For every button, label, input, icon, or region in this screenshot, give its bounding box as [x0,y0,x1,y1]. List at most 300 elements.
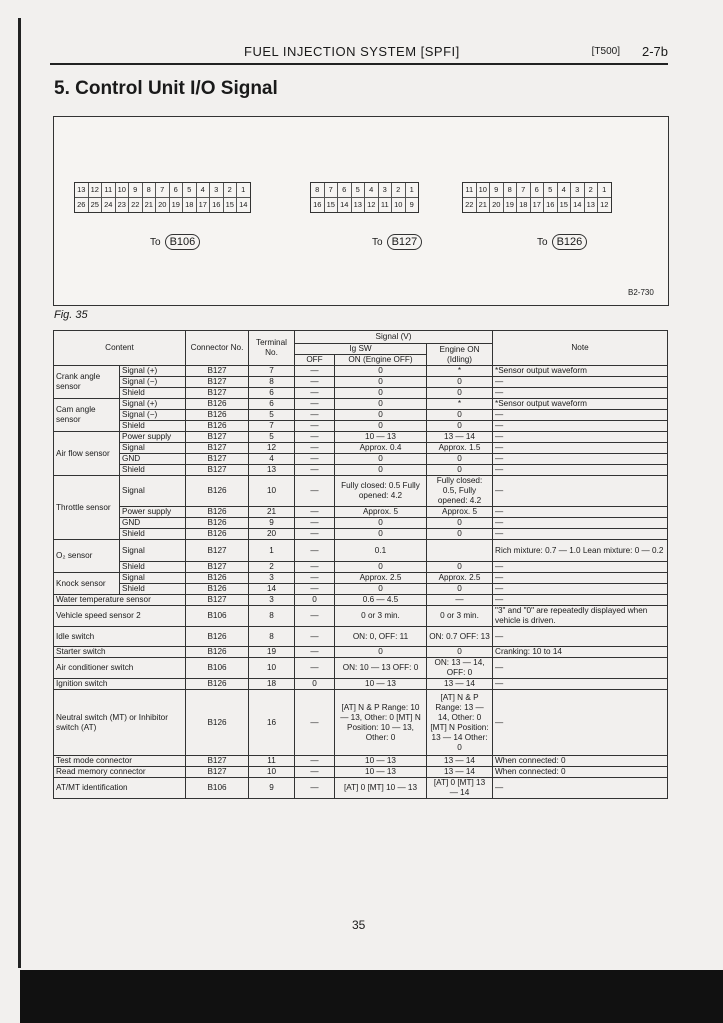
pin-label: 17 [197,198,211,212]
terminal-cell: 6 [249,399,295,410]
pin-label: 11 [379,198,393,212]
pin-label: 20 [156,198,170,212]
connector-cell: B127 [186,595,249,606]
content-cell: AT/MT identification [54,778,186,799]
engine-on-cell: 0 [427,454,493,465]
note-cell: When connected: 0 [493,756,668,767]
col-header-terminal: Terminal No. [249,331,295,366]
engine-on-cell: 13 — 14 [427,679,493,690]
pin-label: 1 [598,183,611,198]
content-cell: Vehicle speed sensor 2 [54,606,186,627]
table-row [54,399,668,410]
col-header-signal: Signal (V) [295,331,493,344]
terminal-cell: 7 [249,421,295,432]
terminal-cell: 3 [249,595,295,606]
content-sub-cell: Signal (−) [120,377,186,388]
off-cell: — [295,518,335,529]
table-row [54,377,668,388]
terminal-cell: 14 [249,584,295,595]
on-engine-off-cell: 0 [335,454,427,465]
note-cell: — [493,778,668,799]
pin-label: 14 [571,198,585,212]
pin-label: 10 [392,198,406,212]
off-cell: — [295,562,335,573]
pin-label: 13 [352,198,366,212]
connector-cell: B127 [186,432,249,443]
terminal-cell: 10 [249,658,295,679]
note-cell: *Sensor output waveform [493,399,668,410]
pin-label: 10 [477,183,491,198]
on-engine-off-cell: 0 [335,518,427,529]
content-cell: Test mode connector [54,756,186,767]
table-row [54,573,668,584]
on-engine-off-cell: 0 or 3 min. [335,606,427,627]
pin-label: 18 [183,198,197,212]
connector-cell: B127 [186,377,249,388]
terminal-cell: 20 [249,529,295,540]
pin-label: 22 [129,198,143,212]
on-engine-off-cell: 0 [335,465,427,476]
table-row [54,627,668,647]
connector-cell: B127 [186,388,249,399]
on-engine-off-cell: 10 — 13 [335,679,427,690]
pin-label: 7 [517,183,531,198]
table-row [54,767,668,778]
pin-label: 13 [75,183,89,198]
table-row [54,595,668,606]
content-sub-cell: Signal [120,540,186,562]
connector-cell: B127 [186,767,249,778]
engine-on-cell: 0 or 3 min. [427,606,493,627]
pin-label: 10 [116,183,130,198]
note-cell: — [493,679,668,690]
terminal-cell: 5 [249,432,295,443]
content-sub-cell: Power supply [120,507,186,518]
table-row [54,584,668,595]
pin-label: 6 [338,183,352,198]
off-cell: — [295,377,335,388]
pin-label: 3 [571,183,585,198]
pin-label: 5 [544,183,558,198]
off-cell: — [295,767,335,778]
connector-b127 [310,182,419,213]
engine-on-cell: 0 [427,518,493,529]
off-cell: — [295,366,335,377]
on-engine-off-cell: 0 [335,399,427,410]
note-cell: — [493,432,668,443]
table-row [54,540,668,562]
off-cell: — [295,454,335,465]
content-sub-cell: Power supply [120,432,186,443]
note-cell: — [493,690,668,756]
page-header [54,42,668,62]
note-cell: Cranking: 10 to 14 [493,647,668,658]
connector-label [150,234,200,250]
off-cell: — [295,658,335,679]
pin-label: 2 [224,183,238,198]
pin-label: 16 [210,198,224,212]
note-cell: — [493,410,668,421]
connector-name: B126 [552,234,588,250]
off-cell: — [295,778,335,799]
engine-on-cell: 0 [427,410,493,421]
pin-label: 15 [325,198,339,212]
terminal-cell: 8 [249,627,295,647]
pin-label: 21 [143,198,157,212]
pin-label: 24 [102,198,116,212]
col-header-engine-on: Engine ON (Idling) [427,344,493,366]
table-row [54,690,668,756]
off-cell: — [295,529,335,540]
content-cell: Ignition switch [54,679,186,690]
note-cell: *Sensor output waveform [493,366,668,377]
pin-label: 16 [311,198,325,212]
on-engine-off-cell: Approx. 0.4 [335,443,427,454]
pin-label: 12 [600,200,609,209]
pin-label: 2 [585,183,599,198]
off-cell: — [295,465,335,476]
on-engine-off-cell: 0.6 — 4.5 [335,595,427,606]
note-cell: Rich mixture: 0.7 — 1.0 Lean mixture: 0 — 0.2 [493,540,668,562]
engine-on-cell: 0 [427,584,493,595]
content-sub-cell: Shield [120,465,186,476]
col-header-off: OFF [295,355,335,366]
header-rule [50,63,668,65]
on-engine-off-cell: 0 [335,388,427,399]
terminal-cell: 21 [249,507,295,518]
pin-label: 8 [504,183,518,198]
pin-label: 9 [129,183,143,198]
connector-cell: B127 [186,366,249,377]
table-row [54,421,668,432]
note-cell: — [493,377,668,388]
table-row [54,432,668,443]
note-cell: — [493,454,668,465]
content-cell: Read memory connector [54,767,186,778]
pin-label: 6 [531,183,545,198]
engine-on-cell: 0 [427,562,493,573]
on-engine-off-cell: 0 [335,410,427,421]
on-engine-off-cell: ON: 10 — 13 OFF: 0 [335,658,427,679]
to-text: To [537,237,548,248]
on-engine-off-cell: 0.1 [335,540,427,562]
note-cell: — [493,507,668,518]
on-engine-off-cell: ON: 0, OFF: 11 [335,627,427,647]
on-engine-off-cell: Approx. 2.5 [335,573,427,584]
off-cell: — [295,627,335,647]
content-sub-cell: Shield [120,529,186,540]
off-cell: — [295,399,335,410]
pin-label: 3 [379,183,393,198]
pin-label: 23 [116,198,130,212]
engine-on-cell: ON: 13 — 14, OFF: 0 [427,658,493,679]
engine-on-cell: 0 [427,388,493,399]
on-engine-off-cell: [AT] 0 [MT] 10 — 13 [335,778,427,799]
table-row [54,658,668,679]
note-cell: — [493,476,668,507]
on-engine-off-cell: 10 — 13 [335,767,427,778]
off-cell: 0 [295,679,335,690]
note-cell: — [493,573,668,584]
on-engine-off-cell: 0 [335,562,427,573]
figure-code: B2-730 [628,288,654,297]
off-cell: — [295,476,335,507]
connector-b126 [462,182,612,213]
table-row [54,366,668,377]
engine-on-cell: — [427,595,493,606]
connector-cell: B127 [186,443,249,454]
pin-label: 4 [197,183,211,198]
connector-cell: B126 [186,476,249,507]
pin-label: 4 [365,183,379,198]
terminal-cell: 1 [249,540,295,562]
content-group-cell: Throttle sensor [54,476,120,540]
table-row [54,679,668,690]
table-row [54,443,668,454]
engine-on-cell: Approx. 1.5 [427,443,493,454]
connector-cell: B106 [186,778,249,799]
note-cell: "3" and "0" are repeatedly displayed when vehicle is driven. [493,606,668,627]
off-cell: — [295,573,335,584]
terminal-cell: 3 [249,573,295,584]
col-header-igsw: Ig SW [295,344,427,355]
engine-on-cell: ON: 0.7 OFF: 13 [427,627,493,647]
on-engine-off-cell: 0 [335,529,427,540]
content-cell: Water temperature sensor [54,595,186,606]
pin-label: 4 [558,183,572,198]
note-cell: — [493,584,668,595]
on-engine-off-cell: Fully closed: 0.5 Fully opened: 4.2 [335,476,427,507]
engine-on-cell: * [427,366,493,377]
connector-cell: B106 [186,658,249,679]
engine-on-cell: 0 [427,377,493,388]
engine-on-cell: 13 — 14 [427,756,493,767]
on-engine-off-cell: 0 [335,647,427,658]
pin-label: 22 [463,198,477,212]
connector-cell: B126 [186,647,249,658]
col-header-connector: Connector No. [186,331,249,366]
terminal-cell: 19 [249,647,295,658]
off-cell: — [295,443,335,454]
terminal-cell: 16 [249,690,295,756]
header-code: [T500] [591,46,620,57]
on-engine-off-cell: 0 [335,366,427,377]
table-row [54,606,668,627]
on-engine-off-cell: 0 [335,377,427,388]
pin-label: 7 [325,183,339,198]
connector-b106 [74,182,251,213]
engine-on-cell: 13 — 14 [427,767,493,778]
connector-cell: B127 [186,540,249,562]
off-cell: — [295,584,335,595]
off-cell: — [295,756,335,767]
terminal-cell: 7 [249,366,295,377]
note-cell: — [493,529,668,540]
terminal-cell: 10 [249,476,295,507]
pin-label: 19 [170,198,184,212]
table-row [54,507,668,518]
pin-label: 14 [338,198,352,212]
off-cell: — [295,388,335,399]
col-header-on-engine-off: ON (Engine OFF) [335,355,427,366]
engine-on-cell: 0 [427,647,493,658]
table-row [54,454,668,465]
content-group-cell: O₂ sensor [54,540,120,573]
connector-cell: B126 [186,507,249,518]
col-header-note: Note [493,331,668,366]
pin-label: 3 [210,183,224,198]
pin-label: 8 [143,183,157,198]
terminal-cell: 13 [249,465,295,476]
on-engine-off-cell: 0 [335,584,427,595]
content-group-cell: Air flow sensor [54,432,120,476]
table-row [54,778,668,799]
pin-label: 17 [531,198,545,212]
off-cell: — [295,647,335,658]
pin-label: 14 [239,200,248,209]
pin-label: 20 [490,198,504,212]
note-cell: — [493,627,668,647]
figure-caption: Fig. 35 [54,309,88,321]
to-text: To [372,237,383,248]
pin-label: 5 [183,183,197,198]
connector-cell: B126 [186,518,249,529]
content-sub-cell: GND [120,454,186,465]
content-sub-cell: Shield [120,584,186,595]
content-group-cell: Crank angle sensor [54,366,120,399]
content-cell: Air conditioner switch [54,658,186,679]
table-row [54,518,668,529]
engine-on-cell: 13 — 14 [427,432,493,443]
pin-label: 5 [352,183,366,198]
content-cell: Idle switch [54,627,186,647]
pin-label: 9 [409,200,414,209]
table-row [54,410,668,421]
connector-cell: B126 [186,573,249,584]
note-cell: — [493,443,668,454]
connector-cell: B126 [186,679,249,690]
connector-cell: B127 [186,756,249,767]
note-cell: — [493,562,668,573]
terminal-cell: 11 [249,756,295,767]
off-cell: 0 [295,595,335,606]
engine-on-cell [427,540,493,562]
note-cell: — [493,421,668,432]
pin-label: 18 [517,198,531,212]
on-engine-off-cell: 0 [335,421,427,432]
connector-name: B106 [165,234,201,250]
content-sub-cell: Signal [120,573,186,584]
content-group-cell: Cam angle sensor [54,399,120,432]
content-group-cell: Knock sensor [54,573,120,595]
table-row [54,388,668,399]
pin-label: 9 [490,183,504,198]
on-engine-off-cell: [AT] N & P Range: 10 — 13, Other: 0 [MT] N Position: 10 — 13, Other: 0 [335,690,427,756]
connector-cell: B126 [186,627,249,647]
content-cell: Neutral switch (MT) or Inhibitor switch (AT) [54,690,186,756]
content-sub-cell: Signal [120,443,186,454]
terminal-cell: 8 [249,377,295,388]
terminal-cell: 10 [249,767,295,778]
pin-label: 11 [463,183,477,198]
connector-cell: B106 [186,606,249,627]
off-cell: — [295,507,335,518]
page-edge [18,18,21,968]
pin-label: 1 [406,183,419,198]
on-engine-off-cell: 10 — 13 [335,756,427,767]
terminal-cell: 8 [249,606,295,627]
pin-label: 11 [102,183,116,198]
table-row [54,476,668,507]
pin-label: 12 [89,183,103,198]
section-title: 5. Control Unit I/O Signal [54,78,278,99]
connector-cell: B126 [186,690,249,756]
note-cell: — [493,595,668,606]
note-cell: — [493,658,668,679]
pin-label: 13 [585,198,599,212]
off-cell: — [295,690,335,756]
engine-on-cell: 0 [427,465,493,476]
terminal-cell: 12 [249,443,295,454]
engine-on-cell: [AT] 0 [MT] 13 — 14 [427,778,493,799]
engine-on-cell: Fully closed: 0.5, Fully opened: 4.2 [427,476,493,507]
terminal-cell: 6 [249,388,295,399]
off-cell: — [295,432,335,443]
content-sub-cell: Shield [120,562,186,573]
pin-label: 21 [477,198,491,212]
note-cell: When connected: 0 [493,767,668,778]
io-signal-table [53,330,668,799]
on-engine-off-cell: Approx. 5 [335,507,427,518]
note-cell: — [493,465,668,476]
off-cell: — [295,410,335,421]
terminal-cell: 5 [249,410,295,421]
pin-label: 26 [75,198,89,212]
table-row [54,529,668,540]
content-sub-cell: Signal [120,476,186,507]
connector-cell: B127 [186,454,249,465]
col-header-content: Content [54,331,186,366]
header-page-ref: 2-7b [641,44,668,59]
note-cell: — [493,388,668,399]
table-row [54,562,668,573]
note-cell: — [493,518,668,529]
connector-cell: B127 [186,562,249,573]
terminal-cell: 9 [249,778,295,799]
pin-label: 12 [365,198,379,212]
to-text: To [150,237,161,248]
scan-bottom-edge [20,970,723,1023]
content-sub-cell: Signal (+) [120,366,186,377]
engine-on-cell: Approx. 5 [427,507,493,518]
pin-label: 15 [224,198,238,212]
connector-cell: B126 [186,399,249,410]
pin-label: 16 [544,198,558,212]
table-row [54,647,668,658]
pin-label: 6 [170,183,184,198]
connector-cell: B126 [186,529,249,540]
content-sub-cell: Shield [120,421,186,432]
engine-on-cell: * [427,399,493,410]
content-sub-cell: Signal (−) [120,410,186,421]
connector-cell: B127 [186,465,249,476]
content-cell: Starter switch [54,647,186,658]
table-row [54,756,668,767]
connector-cell: B126 [186,421,249,432]
engine-on-cell: [AT] N & P Range: 13 — 14, Other: 0 [MT] N Position: 13 — 14 Other: 0 [427,690,493,756]
pin-label: 25 [89,198,103,212]
content-sub-cell: Signal (+) [120,399,186,410]
